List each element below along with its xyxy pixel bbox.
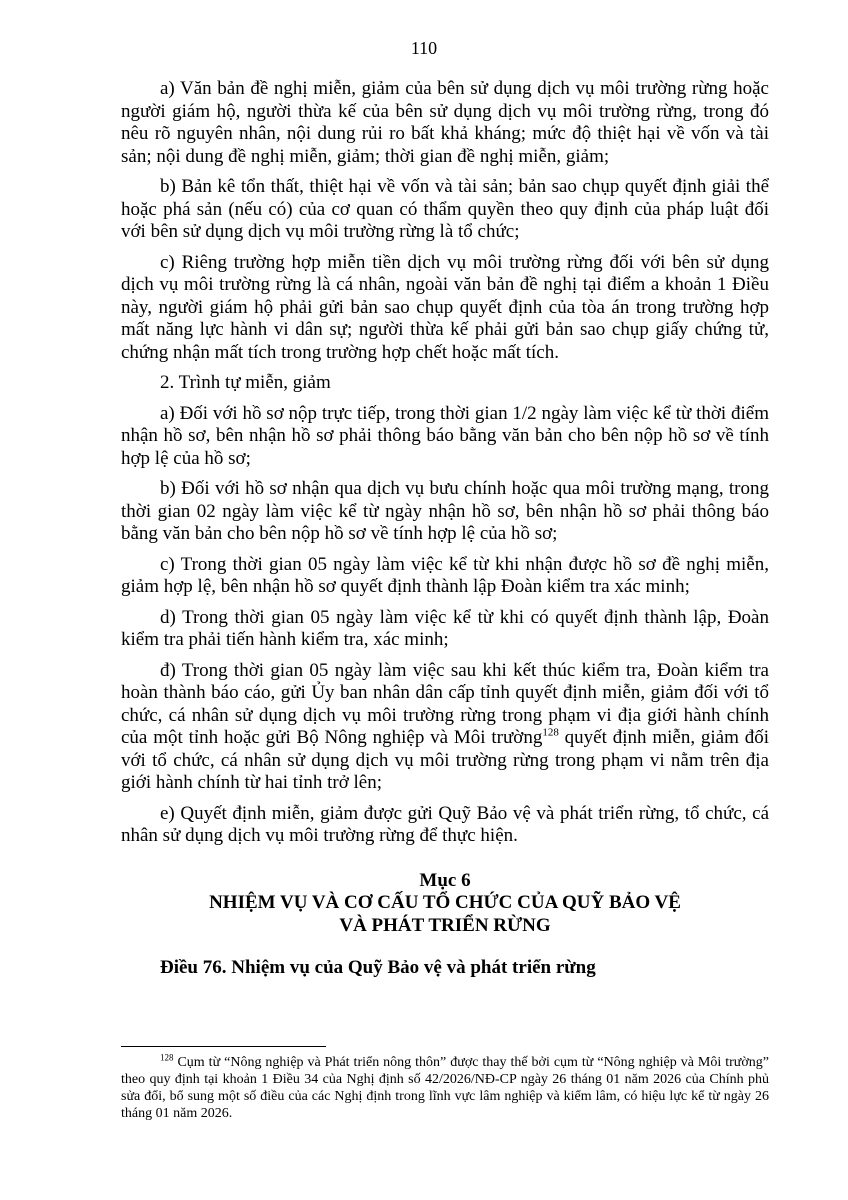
footnote-text: Cụm từ “Nông nghiệp và Phát triển nông thôn” được thay thế bởi cụm từ “Nông nghiệp và Môi trường” theo quy định tại khoản 1 Điều 34 của Nghị định số 42/2026/NĐ-CP ngày 26 tháng 01 năm 2026 của Chính phủ sửa đổi, bổ sung một số điều của các Nghị định trong lĩnh vực lâm nghiệp và kiểm lâm, có hiệu lực kể từ ngày 26 tháng 01 năm 2026. — [121, 1055, 769, 1121]
paragraph-2c: c) Trong thời gian 05 ngày làm việc kể từ khi nhận được hồ sơ đề nghị miễn, giảm hợp lệ, bên nhận hồ sơ quyết định thành lập Đoàn kiểm tra xác minh; — [121, 553, 769, 597]
article-title: Điều 76. Nhiệm vụ của Quỹ Bảo vệ và phát triển rừng — [160, 957, 596, 978]
paragraph-2e: e) Quyết định miễn, giảm được gửi Quỹ Bảo vệ và phát triển rừng, tổ chức, cá nhân sử dụng dịch vụ môi trường rừng để thực hiện. — [121, 802, 769, 846]
footnote-reference[interactable]: 128 — [542, 726, 559, 739]
page-number: 110 — [410, 38, 438, 58]
paragraph-2a: a) Đối với hồ sơ nộp trực tiếp, trong thời gian 1/2 ngày làm việc kể từ thời điểm nhận hồ sơ, bên nhận hồ sơ phải thông báo bằng văn bản cho bên nộp hồ sơ về tính hợp lệ của hồ sơ; — [121, 402, 769, 469]
paragraph-2d: d) Trong thời gian 05 ngày làm việc kể từ khi có quyết định thành lập, Đoàn kiểm tra phải tiến hành kiểm tra, xác minh; — [121, 606, 769, 650]
footnote-divider — [121, 1046, 326, 1047]
paragraph-1b: b) Bản kê tổn thất, thiệt hại về vốn và tài sản; bản sao chụp quyết định giải thể hoặc phá sản (nếu có) của cơ quan có thẩm quyền theo quy định của pháp luật đối với bên sử dụng dịch vụ môi trường rừng là tổ chức; — [121, 176, 769, 242]
paragraph-1c: c) Riêng trường hợp miễn tiền dịch vụ môi trường rừng đối với bên sử dụng dịch vụ môi trường rừng là cá nhân, ngoài văn bản đề nghị tại điểm a khoản 1 Điều này, người giám hộ phải gửi bản sao chụp quyết định của tòa án trong trường hợp mất năng lực hành vi dân sự; người thừa kế phải gửi bản sao chụp giấy chứng tử, chứng nhận mất tích trong trường hợp chết hoặc mất tích. — [121, 251, 769, 363]
document-body — [121, 78, 769, 980]
paragraph-1a: a) Văn bản đề nghị miễn, giảm của bên sử dụng dịch vụ môi trường rừng hoặc người giám hộ, người thừa kế của bên sử dụng dịch vụ môi trường rừng, trong đó nêu rõ nguyên nhân, nội dung rủi ro bất khả kháng; mức độ thiệt hại về vốn và tài sản; nội dung đề nghị miễn, giảm; thời gian đề nghị miễn, giảm; — [121, 78, 769, 167]
paragraph-2dd-text-start: đ) Trong thời gian 05 ngày làm việc sau khi kết thúc kiểm tra, Đoàn kiểm tra hoàn thành báo cáo, gửi Ủy ban nhân dân cấp tỉnh quyết định miễn, giảm đối với tổ chức, cá nhân sử dụng dịch vụ môi trường rừng trong phạm vi địa giới hành chính của một tỉnh hoặc gửi Bộ Nông nghiệp và Môi trường — [121, 659, 769, 748]
section-label: Mục 6 — [419, 869, 471, 891]
section-heading — [121, 870, 769, 938]
section-title-line-1: NHIỆM VỤ VÀ CƠ CẤU TỔ CHỨC CỦA QUỸ BẢO VỆ — [209, 892, 681, 913]
paragraph-2b: b) Đối với hồ sơ nhận qua dịch vụ bưu chính hoặc qua môi trường mạng, trong thời gian 02 ngày làm việc kể từ ngày nhận hồ sơ, bên nhận hồ sơ phải thông báo bằng văn bản cho bên nộp hồ sơ về tính hợp lệ của hồ sơ; — [121, 478, 769, 544]
section-title-line-2: VÀ PHÁT TRIỂN RỪNG — [339, 914, 551, 936]
clause-2-heading: 2. Trình tự miễn, giảm — [160, 372, 331, 393]
footnote-number: 128 — [160, 1052, 174, 1063]
paragraph-2dd-text-end: quyết định miễn, giảm đối với tổ chức, cá nhân sử dụng dịch vụ môi trường rừng trong phạm vi nằm trên địa giới hành chính từ hai tỉnh trở lên; — [121, 727, 769, 793]
paragraph-2dd — [121, 660, 769, 795]
footnote — [121, 1054, 769, 1122]
